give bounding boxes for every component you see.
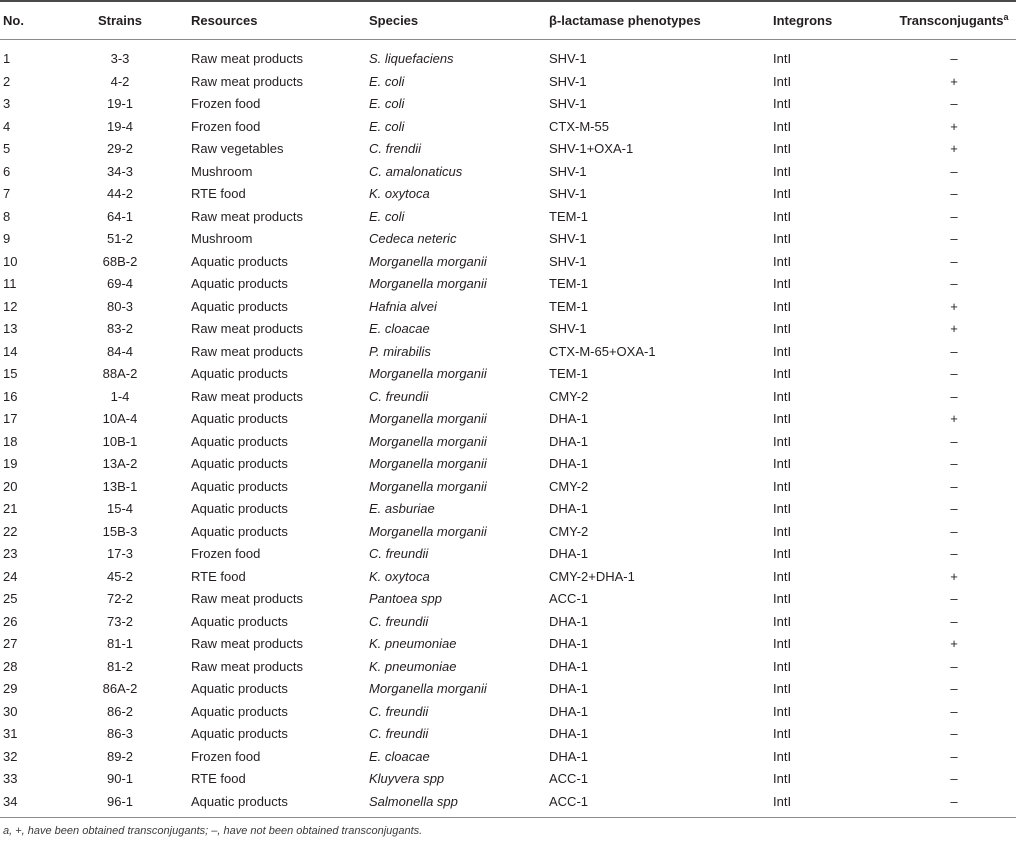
cell-transconjugant: – [950, 253, 958, 269]
cell-transconjugant: – [950, 771, 958, 786]
cell-species: P. mirabilis [369, 343, 431, 359]
cell-strain: 88A-2 [102, 366, 138, 381]
cell-integron: IntI [773, 298, 792, 314]
cell-species: Morganella morganii [369, 411, 487, 426]
cell-species: Morganella morganii [369, 433, 487, 449]
cell-transconjugant: – [950, 96, 958, 111]
cell-no: 8 [3, 208, 11, 224]
cell-no: 31 [3, 726, 18, 741]
table-header-row [0, 2, 1016, 39]
cell-integron: IntI [773, 141, 792, 156]
table-row [0, 318, 1016, 341]
table-row [0, 48, 1016, 71]
cell-phenotype: DHA-1 [549, 636, 589, 651]
cell-species: E. cloacae [369, 748, 430, 764]
cell-strain: 4-2 [110, 73, 130, 89]
table-row [0, 138, 1016, 161]
cell-strain: 44-2 [106, 186, 134, 201]
cell-species: Salmonella spp [369, 793, 458, 809]
cell-resource: Aquatic products [191, 793, 288, 809]
cell-species: Morganella morganii [369, 456, 487, 471]
cell-transconjugant: – [950, 208, 958, 224]
cell-resource: Aquatic products [191, 726, 288, 741]
cell-transconjugant: – [950, 523, 958, 539]
cell-strain: 96-1 [106, 793, 134, 809]
cell-phenotype: TEM-1 [549, 276, 588, 291]
cell-species: E. coli [369, 118, 405, 134]
table-row [0, 656, 1016, 679]
cell-transconjugant: – [950, 186, 958, 201]
cell-transconjugant: – [950, 726, 958, 741]
table-row [0, 228, 1016, 251]
cell-species: Morganella morganii [369, 523, 487, 539]
cell-integron: IntI [773, 366, 792, 381]
cell-integron: IntI [773, 568, 792, 584]
cell-strain: 81-2 [106, 658, 134, 674]
cell-integron: IntI [773, 73, 792, 89]
cell-strain: 15-4 [106, 501, 134, 516]
cell-resource: Mushroom [191, 231, 253, 246]
cell-resource: Aquatic products [191, 613, 288, 629]
table-row [0, 521, 1016, 544]
cell-phenotype: SHV-1+OXA-1 [549, 141, 634, 156]
cell-resource: Frozen food [191, 96, 261, 111]
cell-species: Pantoea spp [369, 591, 443, 606]
cell-resource: RTE food [191, 771, 246, 786]
cell-phenotype: SHV-1 [549, 163, 587, 179]
cell-resource: Aquatic products [191, 703, 288, 719]
cell-no: 1 [3, 51, 11, 66]
cell-strain: 10A-4 [102, 411, 138, 426]
cell-strain: 3-3 [110, 51, 130, 66]
header-strains: Strains [97, 13, 143, 28]
cell-no: 22 [3, 523, 18, 539]
cell-phenotype: CMY-2 [549, 478, 589, 494]
cell-no: 21 [3, 501, 18, 516]
cell-transconjugant: – [950, 546, 958, 561]
cell-species: C. freundii [369, 546, 429, 561]
cell-transconjugant: – [950, 456, 958, 471]
cell-strain: 83-2 [106, 321, 134, 336]
cell-strain: 51-2 [106, 231, 134, 246]
header-species: Species [369, 13, 419, 28]
cell-phenotype: DHA-1 [549, 726, 589, 741]
cell-species: E. asburiae [369, 501, 435, 516]
table-row [0, 116, 1016, 139]
cell-integron: IntI [773, 771, 792, 786]
table-row [0, 431, 1016, 454]
cell-phenotype: DHA-1 [549, 703, 589, 719]
cell-transconjugant: – [950, 343, 958, 359]
header-transconjugants-label: Transconjugants [899, 13, 1004, 28]
cell-no: 23 [3, 546, 18, 561]
cell-integron: IntI [773, 276, 792, 291]
cell-transconjugant: + [950, 411, 958, 426]
cell-species: Morganella morganii [369, 478, 487, 494]
cell-no: 14 [3, 343, 18, 359]
header-beta-lactamase: β-lactamase phenotypes [549, 13, 701, 28]
cell-transconjugant: – [950, 613, 958, 629]
cell-no: 13 [3, 321, 18, 336]
cell-transconjugant: – [950, 388, 958, 404]
table-row [0, 498, 1016, 521]
cell-species: C. amalonaticus [369, 163, 463, 179]
cell-phenotype: DHA-1 [549, 433, 589, 449]
table-row [0, 453, 1016, 476]
cell-no: 10 [3, 253, 18, 269]
header-integrons: Integrons [773, 13, 833, 28]
cell-resource: Frozen food [191, 118, 261, 134]
cell-phenotype: ACC-1 [549, 793, 589, 809]
cell-species: Morganella morganii [369, 253, 487, 269]
cell-resource: Aquatic products [191, 681, 288, 696]
cell-strain: 19-4 [106, 118, 134, 134]
cell-transconjugant: + [950, 73, 958, 89]
cell-resource: Aquatic products [191, 366, 288, 381]
cell-transconjugant: – [950, 703, 958, 719]
cell-strain: 15B-3 [102, 523, 138, 539]
cell-resource: Raw meat products [191, 636, 303, 651]
cell-integron: IntI [773, 186, 792, 201]
cell-integron: IntI [773, 163, 792, 179]
cell-resource: Aquatic products [191, 433, 288, 449]
cell-transconjugant: – [950, 501, 958, 516]
cell-species: E. coli [369, 73, 405, 89]
cell-transconjugant: – [950, 658, 958, 674]
table-row [0, 768, 1016, 791]
cell-transconjugant: – [950, 681, 958, 696]
cell-transconjugant: + [950, 118, 958, 134]
table-row [0, 588, 1016, 611]
cell-phenotype: SHV-1 [549, 321, 587, 336]
cell-phenotype: ACC-1 [549, 591, 589, 606]
cell-strain: 10B-1 [102, 433, 138, 449]
cell-phenotype: DHA-1 [549, 658, 589, 674]
cell-strain: 64-1 [106, 208, 134, 224]
cell-phenotype: DHA-1 [549, 748, 589, 764]
table-row [0, 746, 1016, 769]
cell-resource: Aquatic products [191, 411, 288, 426]
cell-transconjugant: – [950, 591, 958, 606]
table-row [0, 386, 1016, 409]
cell-integron: IntI [773, 478, 792, 494]
table-row [0, 363, 1016, 386]
cell-phenotype: CTX-M-65+OXA-1 [549, 343, 656, 359]
cell-integron: IntI [773, 208, 792, 224]
cell-species: K. pneumoniae [369, 658, 457, 674]
cell-no: 12 [3, 298, 18, 314]
cell-strain: 17-3 [106, 546, 134, 561]
cell-species: E. cloacae [369, 321, 430, 336]
cell-resource: RTE food [191, 568, 246, 584]
table-row [0, 408, 1016, 431]
cell-integron: IntI [773, 96, 792, 111]
cell-transconjugant: + [950, 298, 958, 314]
cell-resource: Raw meat products [191, 51, 303, 66]
cell-phenotype: SHV-1 [549, 51, 587, 66]
cell-resource: Aquatic products [191, 253, 288, 269]
cell-species: Hafnia alvei [369, 298, 437, 314]
header-no: No. [3, 13, 24, 28]
cell-resource: Raw meat products [191, 388, 303, 404]
cell-integron: IntI [773, 591, 792, 606]
cell-transconjugant: + [950, 141, 958, 156]
cell-integron: IntI [773, 681, 792, 696]
cell-species: K. pneumoniae [369, 636, 457, 651]
cell-integron: IntI [773, 793, 792, 809]
cell-transconjugant: + [950, 568, 958, 584]
cell-integron: IntI [773, 501, 792, 516]
cell-species: K. oxytoca [369, 568, 430, 584]
cell-no: 6 [3, 163, 11, 179]
cell-species: Cedeca neteric [369, 231, 457, 246]
cell-species: C. freundii [369, 703, 429, 719]
cell-strain: 86-3 [106, 726, 134, 741]
cell-no: 18 [3, 433, 18, 449]
cell-no: 20 [3, 478, 18, 494]
cell-species: E. coli [369, 208, 405, 224]
cell-integron: IntI [773, 433, 792, 449]
cell-integron: IntI [773, 636, 792, 651]
cell-transconjugant: – [950, 433, 958, 449]
table-row [0, 476, 1016, 499]
cell-integron: IntI [773, 51, 792, 66]
cell-integron: IntI [773, 658, 792, 674]
cell-transconjugant: + [950, 636, 958, 651]
cell-no: 30 [3, 703, 18, 719]
cell-resource: Frozen food [191, 748, 261, 764]
cell-no: 32 [3, 748, 18, 764]
table-row [0, 791, 1016, 814]
cell-transconjugant: – [950, 366, 958, 381]
header-resources: Resources [191, 13, 258, 28]
cell-resource: Aquatic products [191, 298, 288, 314]
cell-no: 25 [3, 591, 18, 606]
table-row [0, 678, 1016, 701]
table-row [0, 566, 1016, 589]
cell-transconjugant: – [950, 793, 958, 809]
cell-resource: Raw meat products [191, 591, 303, 606]
cell-no: 16 [3, 388, 18, 404]
cell-species: Morganella morganii [369, 366, 487, 381]
table-row [0, 273, 1016, 296]
cell-no: 3 [3, 96, 11, 111]
cell-no: 33 [3, 771, 18, 786]
cell-resource: Raw meat products [191, 658, 303, 674]
table-bottom-rule [0, 817, 1016, 818]
table-row [0, 206, 1016, 229]
cell-transconjugant: – [950, 478, 958, 494]
table-row [0, 543, 1016, 566]
table-row [0, 611, 1016, 634]
cell-phenotype: TEM-1 [549, 298, 588, 314]
table-row [0, 93, 1016, 116]
cell-species: C. freundii [369, 613, 429, 629]
cell-transconjugant: – [950, 276, 958, 291]
cell-integron: IntI [773, 253, 792, 269]
cell-strain: 90-1 [106, 771, 134, 786]
cell-integron: IntI [773, 118, 792, 134]
cell-species: Kluyvera spp [369, 771, 445, 786]
cell-phenotype: SHV-1 [549, 96, 587, 111]
cell-phenotype: SHV-1 [549, 253, 587, 269]
header-transconjugants [896, 2, 1012, 39]
cell-transconjugant: – [950, 163, 958, 179]
cell-integron: IntI [773, 231, 792, 246]
table-row [0, 701, 1016, 724]
cell-phenotype: DHA-1 [549, 681, 589, 696]
cell-integron: IntI [773, 388, 792, 404]
cell-no: 26 [3, 613, 18, 629]
cell-strain: 86A-2 [102, 681, 138, 696]
cell-resource: Aquatic products [191, 478, 288, 494]
cell-no: 7 [3, 186, 11, 201]
cell-phenotype: ACC-1 [549, 771, 589, 786]
cell-phenotype: CMY-2 [549, 523, 589, 539]
cell-strain: 86-2 [106, 703, 134, 719]
table-row [0, 723, 1016, 746]
table-header-rule [0, 39, 1016, 40]
table-row [0, 71, 1016, 94]
cell-strain: 73-2 [106, 613, 134, 629]
table-row [0, 296, 1016, 319]
table-row [0, 341, 1016, 364]
cell-resource: Raw meat products [191, 321, 303, 336]
cell-integron: IntI [773, 343, 792, 359]
cell-phenotype: TEM-1 [549, 366, 588, 381]
cell-strain: 34-3 [106, 163, 134, 179]
cell-transconjugant: + [950, 321, 958, 336]
cell-strain: 89-2 [106, 748, 134, 764]
cell-resource: Mushroom [191, 163, 253, 179]
cell-resource: Aquatic products [191, 501, 288, 516]
cell-species: Morganella morganii [369, 276, 487, 291]
cell-phenotype: CMY-2+DHA-1 [549, 568, 635, 584]
cell-phenotype: CTX-M-55 [549, 118, 609, 134]
table-row [0, 183, 1016, 206]
cell-strain: 19-1 [106, 96, 134, 111]
cell-integron: IntI [773, 321, 792, 336]
cell-species: S. liquefaciens [369, 51, 454, 66]
cell-species: C. freundii [369, 726, 429, 741]
cell-strain: 45-2 [106, 568, 134, 584]
cell-phenotype: TEM-1 [549, 208, 588, 224]
cell-phenotype: SHV-1 [549, 73, 587, 89]
cell-transconjugant: – [950, 231, 958, 246]
cell-strain: 13B-1 [102, 478, 138, 494]
cell-transconjugant: – [950, 748, 958, 764]
cell-integron: IntI [773, 748, 792, 764]
cell-species: C. frendii [369, 141, 422, 156]
cell-resource: Raw meat products [191, 343, 303, 359]
cell-integron: IntI [773, 411, 792, 426]
cell-no: 5 [3, 141, 11, 156]
cell-resource: Frozen food [191, 546, 261, 561]
cell-no: 17 [3, 411, 18, 426]
cell-strain: 1-4 [110, 388, 130, 404]
cell-resource: Raw vegetables [191, 141, 284, 156]
cell-strain: 81-1 [106, 636, 134, 651]
cell-integron: IntI [773, 703, 792, 719]
cell-phenotype: DHA-1 [549, 613, 589, 629]
cell-resource: Aquatic products [191, 523, 288, 539]
cell-resource: Aquatic products [191, 456, 288, 471]
cell-integron: IntI [773, 456, 792, 471]
header-transconjugants-footnote-mark: a [1003, 12, 1009, 22]
cell-integron: IntI [773, 546, 792, 561]
cell-no: 15 [3, 366, 18, 381]
cell-no: 2 [3, 73, 11, 89]
cell-strain: 84-4 [106, 343, 134, 359]
cell-no: 24 [3, 568, 18, 584]
cell-phenotype: DHA-1 [549, 501, 589, 516]
cell-strain: 69-4 [106, 276, 134, 291]
table-row [0, 251, 1016, 274]
cell-species: E. coli [369, 96, 405, 111]
cell-no: 11 [3, 276, 17, 291]
cell-species: Morganella morganii [369, 681, 487, 696]
cell-species: K. oxytoca [369, 186, 430, 201]
cell-no: 27 [3, 636, 18, 651]
cell-strain: 68B-2 [102, 253, 138, 269]
cell-no: 4 [3, 118, 11, 134]
cell-strain: 13A-2 [102, 456, 138, 471]
table-row [0, 161, 1016, 184]
cell-strain: 72-2 [106, 591, 134, 606]
cell-transconjugant: – [950, 51, 958, 66]
cell-phenotype: DHA-1 [549, 546, 589, 561]
cell-no: 19 [3, 456, 18, 471]
table-footnote: a, +, have been obtained transconjugants; –, have not been obtained transconjugants. [3, 825, 423, 837]
cell-strain: 80-3 [106, 298, 134, 314]
cell-integron: IntI [773, 613, 792, 629]
cell-integron: IntI [773, 726, 792, 741]
cell-integron: IntI [773, 523, 792, 539]
cell-phenotype: DHA-1 [549, 411, 589, 426]
cell-strain: 29-2 [106, 141, 134, 156]
cell-phenotype: CMY-2 [549, 388, 589, 404]
cell-phenotype: DHA-1 [549, 456, 589, 471]
cell-resource: RTE food [191, 186, 246, 201]
cell-no: 34 [3, 793, 18, 809]
table-row [0, 633, 1016, 656]
cell-no: 29 [3, 681, 18, 696]
cell-phenotype: SHV-1 [549, 186, 587, 201]
cell-phenotype: SHV-1 [549, 231, 587, 246]
cell-species: C. freundii [369, 388, 429, 404]
cell-resource: Raw meat products [191, 73, 303, 89]
cell-resource: Raw meat products [191, 208, 303, 224]
cell-no: 9 [3, 231, 11, 246]
cell-resource: Aquatic products [191, 276, 288, 291]
cell-no: 28 [3, 658, 18, 674]
